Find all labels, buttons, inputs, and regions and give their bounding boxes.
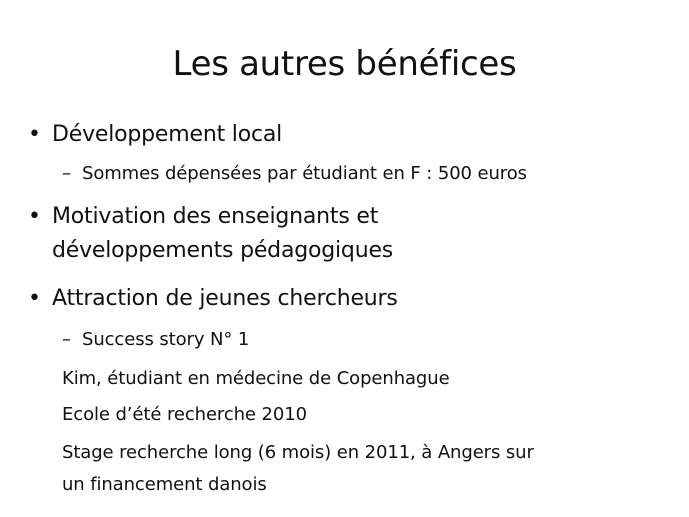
subitem-text: Sommes dépensées par étudiant en F : 500 euros (82, 163, 527, 184)
detail-kim: Kim, étudiant en médecine de Copenhague (62, 368, 450, 389)
subitem-success-story (62, 327, 682, 353)
bullet-text: Attraction de jeunes chercheurs (52, 286, 398, 311)
dash-icon: – (62, 163, 71, 184)
bullet-item-developpement-local (28, 119, 672, 151)
bullet-icon: • (28, 204, 41, 229)
bullet-item-attraction (28, 283, 672, 315)
bullet-text-line-1: Motivation des enseignants et (52, 204, 379, 229)
bullet-icon: • (28, 122, 41, 147)
subitem-sommes-depensees (62, 161, 682, 187)
bullet-text: Développement local (52, 122, 283, 147)
detail-financement: un financement danois (62, 474, 267, 495)
bullet-icon: • (28, 286, 41, 311)
bullet-item-motivation (28, 201, 672, 233)
bullet-item-motivation-continuation (52, 235, 672, 267)
detail-stage-recherche: Stage recherche long (6 mois) en 2011, à Angers sur (62, 442, 534, 463)
dash-icon: – (62, 329, 71, 350)
detail-ecole-ete: Ecole d’été recherche 2010 (62, 404, 307, 425)
bullet-text-line-2: développements pédagogiques (52, 238, 394, 263)
subitem-text: Success story N° 1 (82, 329, 250, 350)
slide-title: Les autres bénéfices (172, 44, 517, 84)
